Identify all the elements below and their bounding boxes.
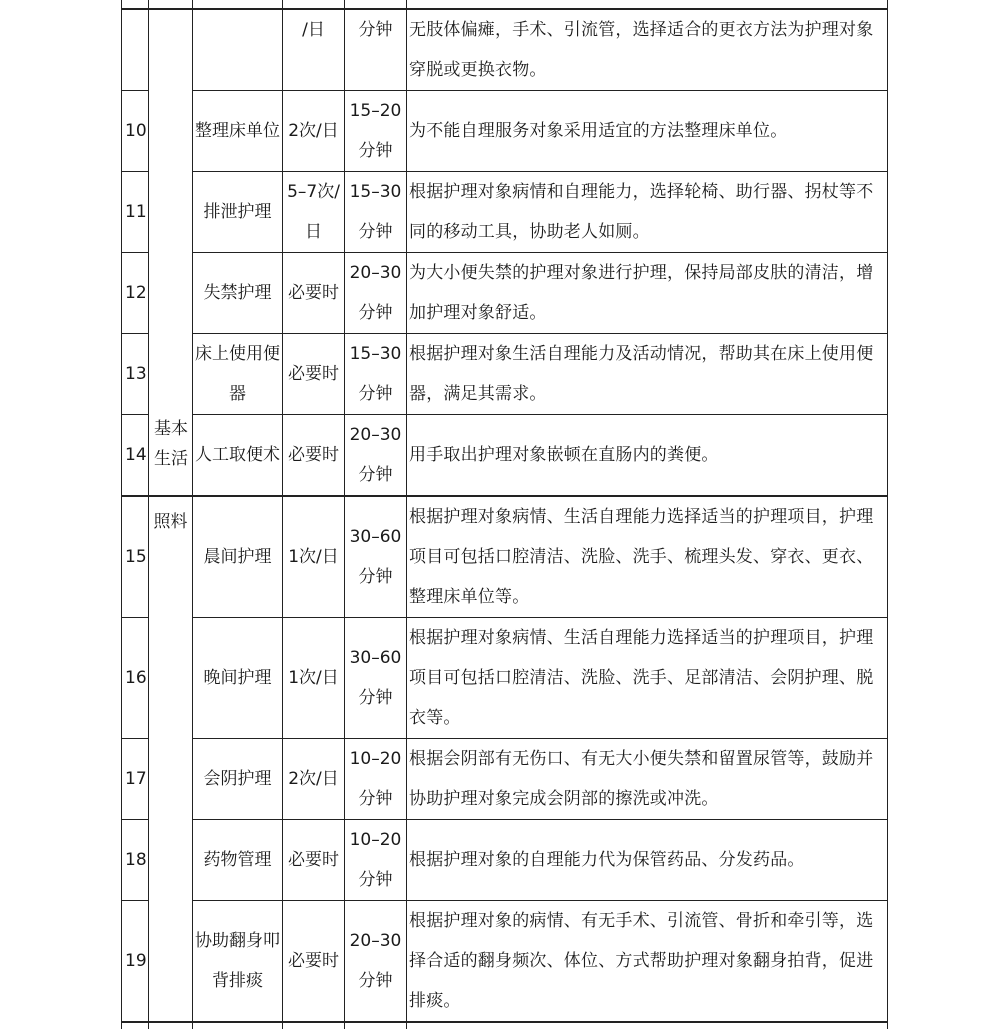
description: 为大小便失禁的护理对象进行护理，保持局部皮肤的清洁，增加护理对象舒适。: [407, 253, 888, 334]
table-row: [122, 820, 888, 901]
table-row: [122, 9, 888, 91]
frequency: 必要时: [283, 901, 345, 1023]
table-row: [122, 253, 888, 334]
duration: 15–30分钟: [345, 172, 407, 253]
document-page: [121, 0, 887, 1024]
row-number: 12: [122, 253, 149, 334]
item-name: 协助翻身叩背排痰: [193, 901, 283, 1023]
frequency: 必要时: [283, 820, 345, 901]
item-name: 会阴护理: [193, 739, 283, 820]
table-row-stub-bottom: [122, 1022, 888, 1029]
description: 为不能自理服务对象采用适宜的方法整理床单位。: [407, 91, 888, 172]
table-row-stub-top: [122, 0, 888, 9]
description: 根据会阴部有无伤口、有无大小便失禁和留置尿管等，鼓励并协助护理对象完成会阴部的擦洗或冲洗。: [407, 739, 888, 820]
description: 根据护理对象的自理能力代为保管药品、分发药品。: [407, 820, 888, 901]
row-number: 18: [122, 820, 149, 901]
duration: 30–60分钟: [345, 618, 407, 739]
row-number: 11: [122, 172, 149, 253]
frequency: 5–7次/日: [283, 172, 345, 253]
item-name: 床上使用便器: [193, 334, 283, 415]
category-label-lower: 照料: [153, 512, 188, 532]
row-number: 16: [122, 618, 149, 739]
table-row: [122, 618, 888, 739]
item-name: 晚间护理: [193, 618, 283, 739]
frequency: 2次/日: [283, 739, 345, 820]
item-name: 整理床单位: [193, 91, 283, 172]
duration: 20–30分钟: [345, 901, 407, 1023]
duration: 30–60分钟: [345, 496, 407, 618]
item-name: 人工取便术: [193, 415, 283, 497]
row-number: 14: [122, 415, 149, 497]
frequency: 1次/日: [283, 496, 345, 618]
item-name: 晨间护理: [193, 496, 283, 618]
row-number: 13: [122, 334, 149, 415]
description: 根据护理对象病情、生活自理能力选择适当的护理项目，护理项目可包括口腔清洁、洗脸、洗手、足部清洁、会阴护理、脱衣等。: [407, 618, 888, 739]
table-row: [122, 415, 888, 497]
description: 根据护理对象病情和自理能力，选择轮椅、助行器、拐杖等不同的移动工具，协助老人如厕。: [407, 172, 888, 253]
duration: 10–20分钟: [345, 739, 407, 820]
duration: 15–30分钟: [345, 334, 407, 415]
table-row: [122, 91, 888, 172]
frequency: /日: [283, 9, 345, 91]
frequency: 必要时: [283, 334, 345, 415]
duration: 20–30分钟: [345, 253, 407, 334]
item-name: 排泄护理: [193, 172, 283, 253]
item-name: 失禁护理: [193, 253, 283, 334]
row-number: 19: [122, 901, 149, 1023]
row-number: [122, 9, 149, 91]
item-name: 药物管理: [193, 820, 283, 901]
table-row: [122, 496, 888, 618]
category-cell-lower: [149, 496, 193, 1022]
frequency: 必要时: [283, 253, 345, 334]
table-row: [122, 739, 888, 820]
description: 用手取出护理对象嵌顿在直肠内的粪便。: [407, 415, 888, 497]
duration: 分钟: [345, 9, 407, 91]
row-number: 15: [122, 496, 149, 618]
duration: 10–20分钟: [345, 820, 407, 901]
table-row: [122, 172, 888, 253]
duration: 20–30分钟: [345, 415, 407, 497]
category-label-upper: 基本生活: [154, 419, 188, 469]
frequency: 2次/日: [283, 91, 345, 172]
description: 根据护理对象病情、生活自理能力选择适当的护理项目，护理项目可包括口腔清洁、洗脸、洗手、梳理头发、穿衣、更衣、整理床单位等。: [407, 496, 888, 618]
item-name: [193, 9, 283, 91]
frequency: 必要时: [283, 415, 345, 497]
row-number: 17: [122, 739, 149, 820]
frequency: 1次/日: [283, 618, 345, 739]
table-row: [122, 901, 888, 1023]
care-services-table: [121, 0, 888, 1029]
table-row: [122, 334, 888, 415]
duration: 15–20分钟: [345, 91, 407, 172]
description: 无肢体偏瘫，手术、引流管，选择适合的更衣方法为护理对象穿脱或更换衣物。: [407, 9, 888, 91]
description: 根据护理对象生活自理能力及活动情况，帮助其在床上使用便器，满足其需求。: [407, 334, 888, 415]
description: 根据护理对象的病情、有无手术、引流管、骨折和牵引等，选择合适的翻身频次、体位、方式帮助护理对象翻身拍背，促进排痰。: [407, 901, 888, 1023]
row-number: 10: [122, 91, 149, 172]
